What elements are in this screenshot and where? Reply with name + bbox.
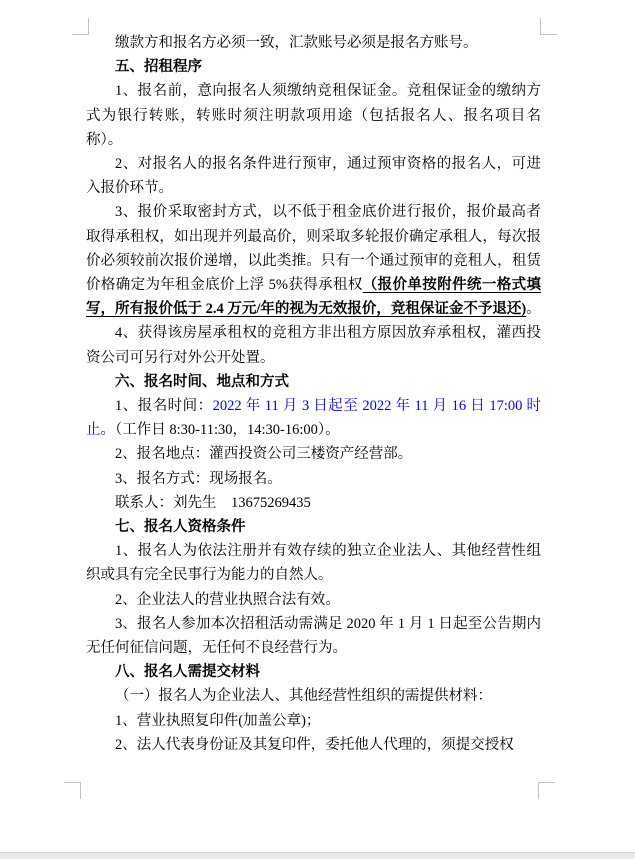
para-payment-account-note xyxy=(86,31,541,55)
crop-mark-bottom-left xyxy=(64,782,81,799)
para-materials-intro xyxy=(86,684,541,708)
text-run: 1、报名时间： xyxy=(115,398,213,415)
para-registration-time xyxy=(86,394,541,442)
crop-mark-top-right xyxy=(540,18,557,35)
heading-section-6-time-place-method xyxy=(86,370,541,394)
para-prequalification xyxy=(86,152,541,200)
text-run: 五、招租程序 xyxy=(115,59,202,76)
text-run: 3、报名人参加本次招租活动需满足 2020 年 1 月 1 日起至公告期内无任何征信问题，无任何不良经营行为。 xyxy=(86,615,541,657)
text-run: 。 xyxy=(526,301,541,318)
text-run: 联系人：刘先生 13675269435 xyxy=(115,494,311,511)
heading-section-7-qualifications xyxy=(86,515,541,539)
para-material-2 xyxy=(86,733,541,757)
text-run: 六、报名时间、地点和方式 xyxy=(115,373,289,390)
text-run: 2、对报名人的报名条件进行预审，通过预审资格的报名人，可进入报价环节。 xyxy=(86,156,541,197)
para-material-1 xyxy=(86,709,541,733)
text-run: 1、报名前，意向报名人须缴纳竞租保证金。竞租保证金的缴纳方式为银行转账，转账时须注明款项用途（包括报名人、报名项目名称）。 xyxy=(86,83,541,148)
text-run: 缴款方和报名方必须一致，汇款账号必须是报名方账号。 xyxy=(115,35,478,51)
heading-section-8-materials xyxy=(86,660,541,684)
text-run: 。（工作日 8:30-11:30，14:30-16:00）。 xyxy=(100,422,340,439)
para-bidding-rules xyxy=(86,200,541,321)
para-qualification-2 xyxy=(86,588,541,612)
heading-section-5-rental-procedure xyxy=(86,55,541,79)
text-run: 3、报价采取密封方式，以不低于租金底价进行报价，报价最高者取得承租权，如出现并列最高价，则采取多轮报价确定承租人，每次报价必须较前次报价递增，以此类推。只有一个通过预审的竞租人，租赁价格确定为年租金底价上浮 5%获得承租权 xyxy=(86,204,541,294)
para-contact xyxy=(86,491,541,515)
text-run-registration-dates: 2022 年 11 月 3 日起至 2022 年 11 月 16 日 17:00 时止 xyxy=(86,398,542,439)
text-run: （一）报名人为企业法人、其他经营性组织的需提供材料： xyxy=(115,688,492,705)
text-run: 八、报名人需提交材料 xyxy=(115,664,260,681)
para-registration-method xyxy=(86,467,541,491)
text-run: 1、营业执照复印件(加盖公章)； xyxy=(115,712,321,729)
text-run: 2、法人代表身份证及其复印件，委托他人代理的，须提交授权 xyxy=(115,736,514,753)
text-run: 七、报名人资格条件 xyxy=(115,519,246,536)
para-deposit-payment xyxy=(86,79,541,152)
text-run: 2、报名地点：灌西投资公司三楼资产经营部。 xyxy=(115,446,413,463)
para-registration-place xyxy=(86,442,541,466)
para-qualification-1 xyxy=(86,539,541,587)
text-run-bid-form-warning: （报价单按附件统一格式填写，所有报价低于 2.4 万元/年的视为无效报价，竞租保证金不予退还) xyxy=(86,277,541,318)
crop-mark-bottom-right xyxy=(538,782,555,799)
document-body xyxy=(86,31,541,757)
text-run: 2、企业法人的营业执照合法有效。 xyxy=(115,591,340,608)
text-run: 4、获得该房屋承租权的竞租方非出租方原因放弃承租权，灌西投资公司可另行对外公开处置。 xyxy=(86,325,541,366)
text-run: 3、报名方式：现场报名。 xyxy=(115,470,282,487)
para-qualification-3 xyxy=(86,612,541,660)
text-run: 1、报名人为依法注册并有效存续的独立企业法人、其他经营性组织或具有完全民事行为能力的自然人。 xyxy=(86,543,541,584)
para-abandon-lease xyxy=(86,321,541,369)
page-bottom-edge xyxy=(0,852,635,859)
